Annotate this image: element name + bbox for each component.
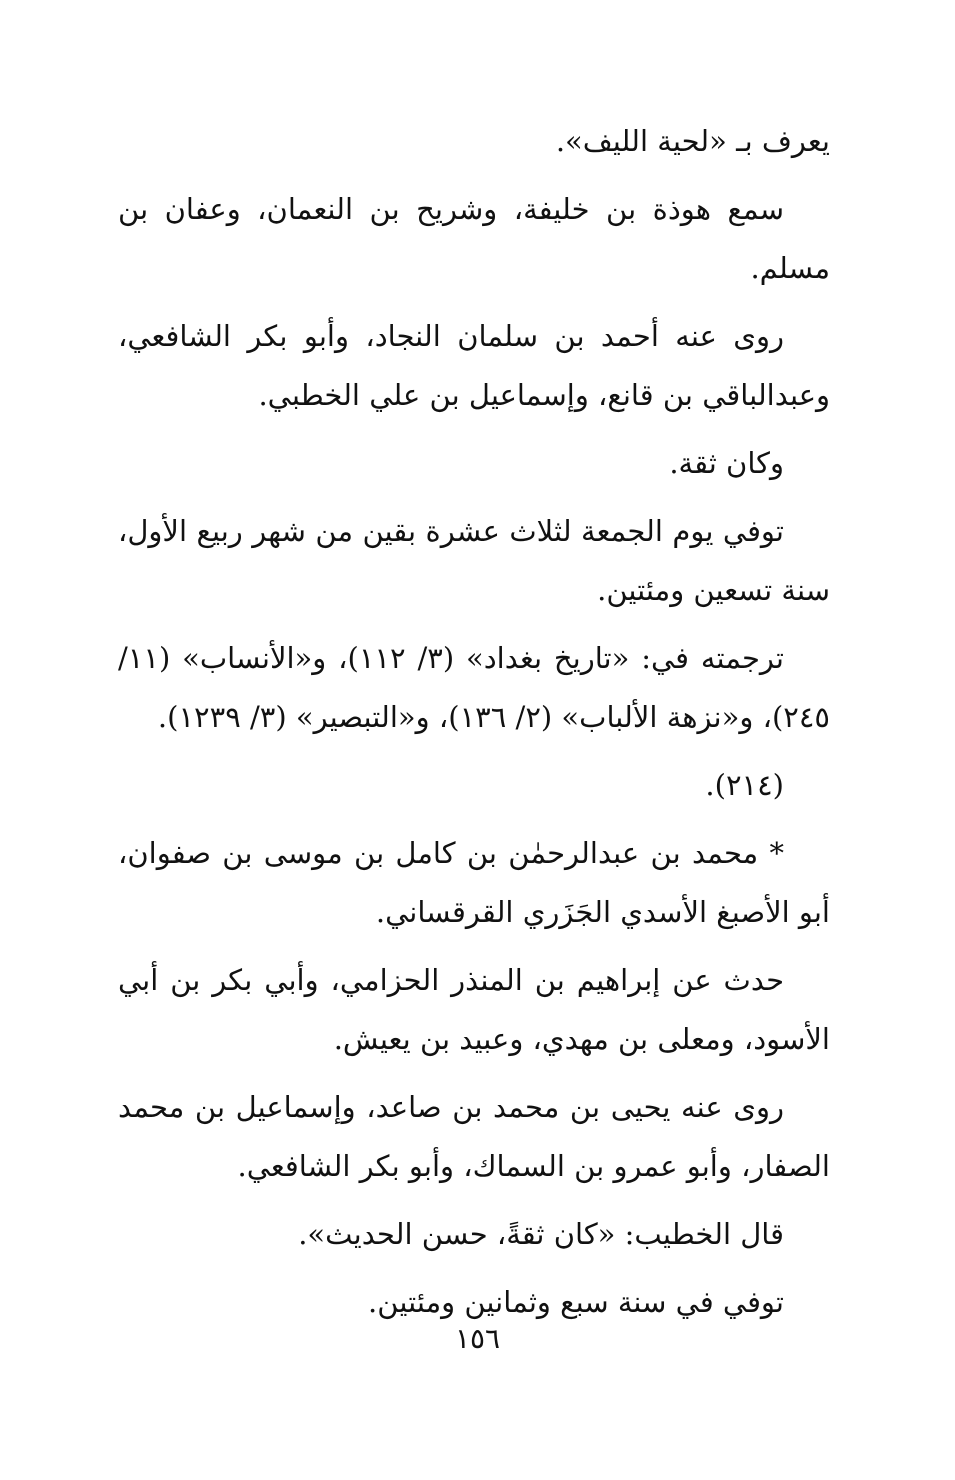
paragraph: سمع هوذة بن خليفة، وشريح بن النعمان، وعفان بن مسلم. bbox=[118, 192, 830, 285]
paragraph: وكان ثقة. bbox=[669, 446, 784, 480]
entry-heading: * محمد بن عبدالرحمٰن بن كامل بن موسى بن صفوان، أبو الأصبغ الأسدي الجَزَري القرقساني. bbox=[118, 836, 830, 929]
paragraph: قال الخطيب: «كان ثقةً، حسن الحديث». bbox=[298, 1217, 784, 1251]
paragraph: روى عنه يحيى بن محمد بن صاعد، وإسماعيل بن محمد الصفار، وأبو عمرو بن السماك، وأبو بكر الشافعي. bbox=[118, 1090, 830, 1183]
entry-number: (٢١٤). bbox=[705, 768, 784, 802]
paragraph: روى عنه أحمد بن سلمان النجاد، وأبو بكر الشافعي، وعبدالباقي بن قانع، وإسماعيل بن علي الخطبي. bbox=[118, 319, 830, 412]
page-number: ١٥٦ bbox=[454, 1322, 501, 1355]
paragraph: توفي يوم الجمعة لثلاث عشرة بقين من شهر ربيع الأول، سنة تسعين ومئتين. bbox=[118, 514, 830, 607]
paragraph: توفي في سنة سبع وثمانين ومئتين. bbox=[368, 1285, 784, 1319]
paragraph: ترجمته في: «تاريخ بغداد» (٣/ ١١٢)، و«الأنساب» (١١/ ٢٤٥)، و«نزهة الألباب» (٢/ ١٣٦)، و«التبصير» (٣/ ١٢٣٩). bbox=[118, 641, 830, 734]
paragraph: حدث عن إبراهيم بن المنذر الحزامي، وأبي بكر بن أبي الأسود، ومعلى بن مهدي، وعبيد بن يعيش. bbox=[118, 963, 830, 1056]
paragraph: يعرف بـ «لحية الليف». bbox=[555, 124, 830, 158]
body-text bbox=[118, 112, 830, 1341]
